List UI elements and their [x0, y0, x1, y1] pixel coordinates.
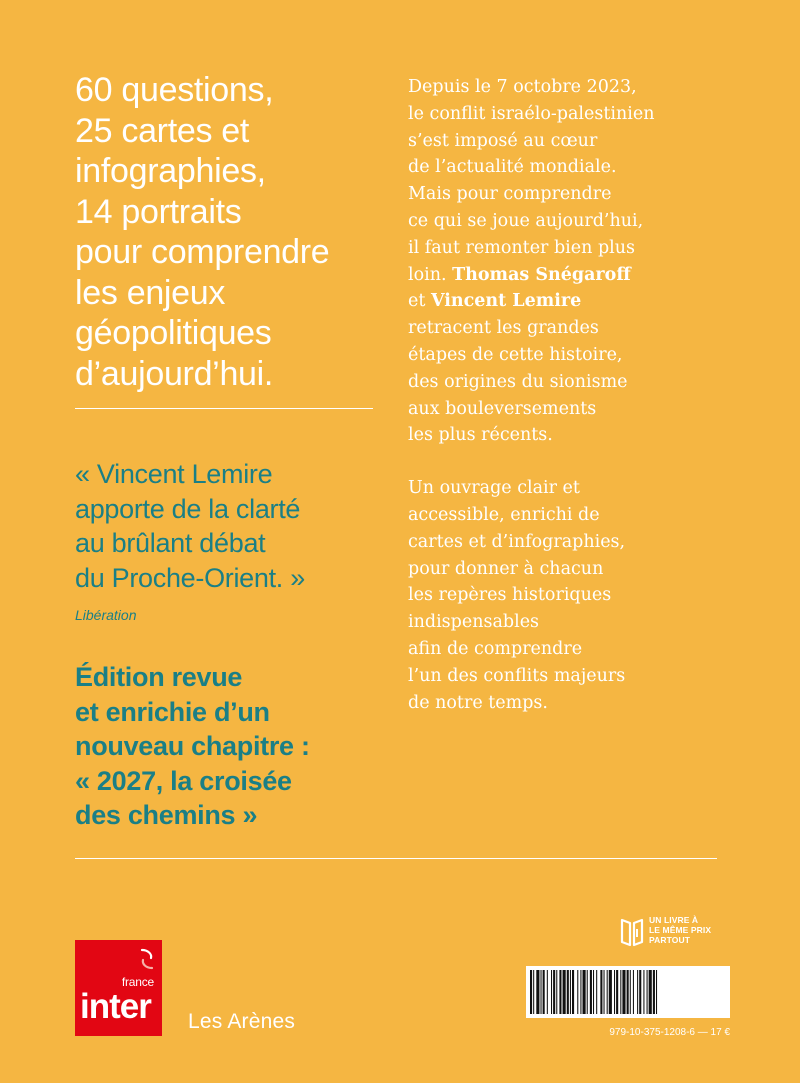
description-line	[408, 288, 748, 315]
description-line: aux bouleversements	[408, 398, 597, 419]
intro-line: géopolitiques	[75, 314, 272, 352]
prix-unique-logo	[620, 915, 730, 951]
publisher-name: Les Arènes	[188, 1010, 296, 1033]
prix-line: PARTOUT	[649, 935, 690, 945]
description-text: loin.	[408, 264, 453, 285]
press-quote	[75, 457, 385, 595]
barcode-bar	[536, 970, 539, 1014]
quote-line: au brûlant débat	[75, 528, 266, 558]
description-paragraph-2	[408, 475, 748, 716]
description-paragraph-1	[408, 74, 748, 449]
barcode-bar	[616, 970, 618, 1014]
barcode-bar	[596, 970, 597, 1014]
description-line: le conflit israélo-palestinien	[408, 103, 655, 124]
description-line: afin de comprendre	[408, 638, 583, 659]
barcode-bar	[604, 970, 605, 1014]
intro-block	[75, 70, 375, 394]
author-name: Vincent Lemire	[430, 291, 582, 312]
barcode-bar	[577, 970, 578, 1014]
barcode-bar	[649, 970, 652, 1014]
description-line: de l’actualité mondiale.	[408, 157, 617, 178]
barcode-bar	[567, 970, 569, 1014]
description-line: de notre temps.	[408, 692, 548, 713]
barcode-bar	[607, 970, 608, 1014]
barcode-bar	[639, 970, 641, 1014]
intro-line: pour comprendre	[75, 233, 330, 271]
barcode-bar	[614, 970, 615, 1014]
barcode-bar	[622, 970, 625, 1014]
barcode-bar	[563, 970, 566, 1014]
intro-line: les enjeux	[75, 273, 226, 312]
barcode-bar	[530, 970, 532, 1014]
intro-line: 25 cartes et	[75, 111, 250, 150]
edition-line: nouveau chapitre :	[75, 731, 310, 761]
description-line: l’un des conflits majeurs	[408, 665, 626, 686]
quote-line: « Vincent Lemire	[75, 459, 273, 489]
edition-line: des chemins »	[75, 800, 258, 830]
barcode-bar	[609, 970, 612, 1014]
book-description	[408, 74, 748, 716]
barcode-bar	[553, 970, 555, 1014]
intro-line: infographies,	[75, 152, 266, 190]
description-line: les repères historiques	[408, 585, 612, 606]
barcode-bar	[630, 970, 631, 1014]
barcode-bar	[547, 970, 548, 1014]
edition-note	[75, 660, 395, 833]
barcode-bar	[633, 970, 634, 1014]
description-line: Mais pour comprendre	[408, 184, 612, 205]
barcode-bar	[653, 970, 655, 1014]
prix-line: LE MÊME PRIX	[649, 925, 712, 935]
quote-source: Libération	[75, 607, 137, 623]
barcode	[526, 966, 730, 1018]
barcode-bar	[580, 970, 581, 1014]
description-line: étapes de cette histoire,	[408, 344, 623, 365]
barcode-bar	[570, 970, 571, 1014]
description-line: retracent les grandes	[408, 318, 599, 339]
intro-text	[75, 70, 375, 394]
description-line: pour donner à chacun	[408, 558, 604, 579]
barcode-bar	[637, 970, 638, 1014]
edition-line: et enrichie d’un	[75, 696, 270, 727]
barcode-bar	[620, 970, 621, 1014]
barcode-bar	[593, 970, 594, 1014]
barcode-bar	[533, 970, 534, 1014]
description-line: Depuis le 7 octobre 2023,	[408, 77, 637, 97]
barcode-bar	[543, 970, 545, 1014]
barcode-bar	[572, 970, 574, 1014]
description-line: s’est imposé au cœur	[408, 130, 598, 151]
book-icon	[620, 917, 644, 947]
description-line: indispensables	[408, 612, 540, 633]
france-inter-logo	[75, 940, 162, 1036]
quote-line: apporte de la clarté	[75, 493, 301, 524]
barcode-bar	[590, 970, 592, 1014]
barcode-bar	[647, 970, 648, 1014]
barcode-bar	[556, 970, 557, 1014]
edition-line: « 2027, la croisée	[75, 765, 292, 796]
radio-swirl-icon	[139, 948, 155, 970]
description-text: et	[408, 291, 431, 312]
barcode-bar	[559, 970, 561, 1014]
description-line: accessible, enrichi de	[408, 504, 600, 525]
description-line: cartes et d’infographies,	[408, 531, 626, 552]
description-line: ce qui se joue aujourd’hui,	[408, 210, 644, 231]
barcode-bar	[551, 970, 552, 1014]
barcode-bar	[541, 970, 542, 1014]
prix-line: UN LIVRE À	[649, 915, 699, 925]
description-line: des origines du sionisme	[408, 371, 628, 392]
author-name: Thomas Snégaroff	[452, 264, 631, 285]
barcode-bar	[627, 970, 629, 1014]
edition-line: Édition revue	[75, 662, 243, 692]
isbn-price: 979-10-375-1208-6 — 17 €	[609, 1027, 730, 1038]
description-line: il faut remonter bien plus	[408, 237, 636, 258]
intro-line: d’aujourd’hui.	[75, 354, 274, 393]
quote-line: du Proche-Orient. »	[75, 562, 305, 593]
prix-text	[649, 915, 711, 945]
description-line: Un ouvrage clair et	[408, 478, 580, 499]
barcode-bar	[643, 970, 644, 1014]
intro-line: 60 questions,	[75, 71, 274, 109]
barcode-bar	[587, 970, 588, 1014]
intro-line: 14 portraits	[75, 192, 242, 231]
barcode-bars	[526, 966, 730, 1018]
barcode-bar	[656, 970, 657, 1014]
description-line	[408, 262, 748, 289]
logo-text-big: inter	[80, 987, 151, 1026]
logo-text-small: france	[121, 975, 154, 989]
divider-short	[75, 408, 373, 409]
divider-long	[75, 858, 717, 859]
barcode-bar	[600, 970, 602, 1014]
barcode-bar	[583, 970, 586, 1014]
description-line: les plus récents.	[408, 425, 553, 446]
